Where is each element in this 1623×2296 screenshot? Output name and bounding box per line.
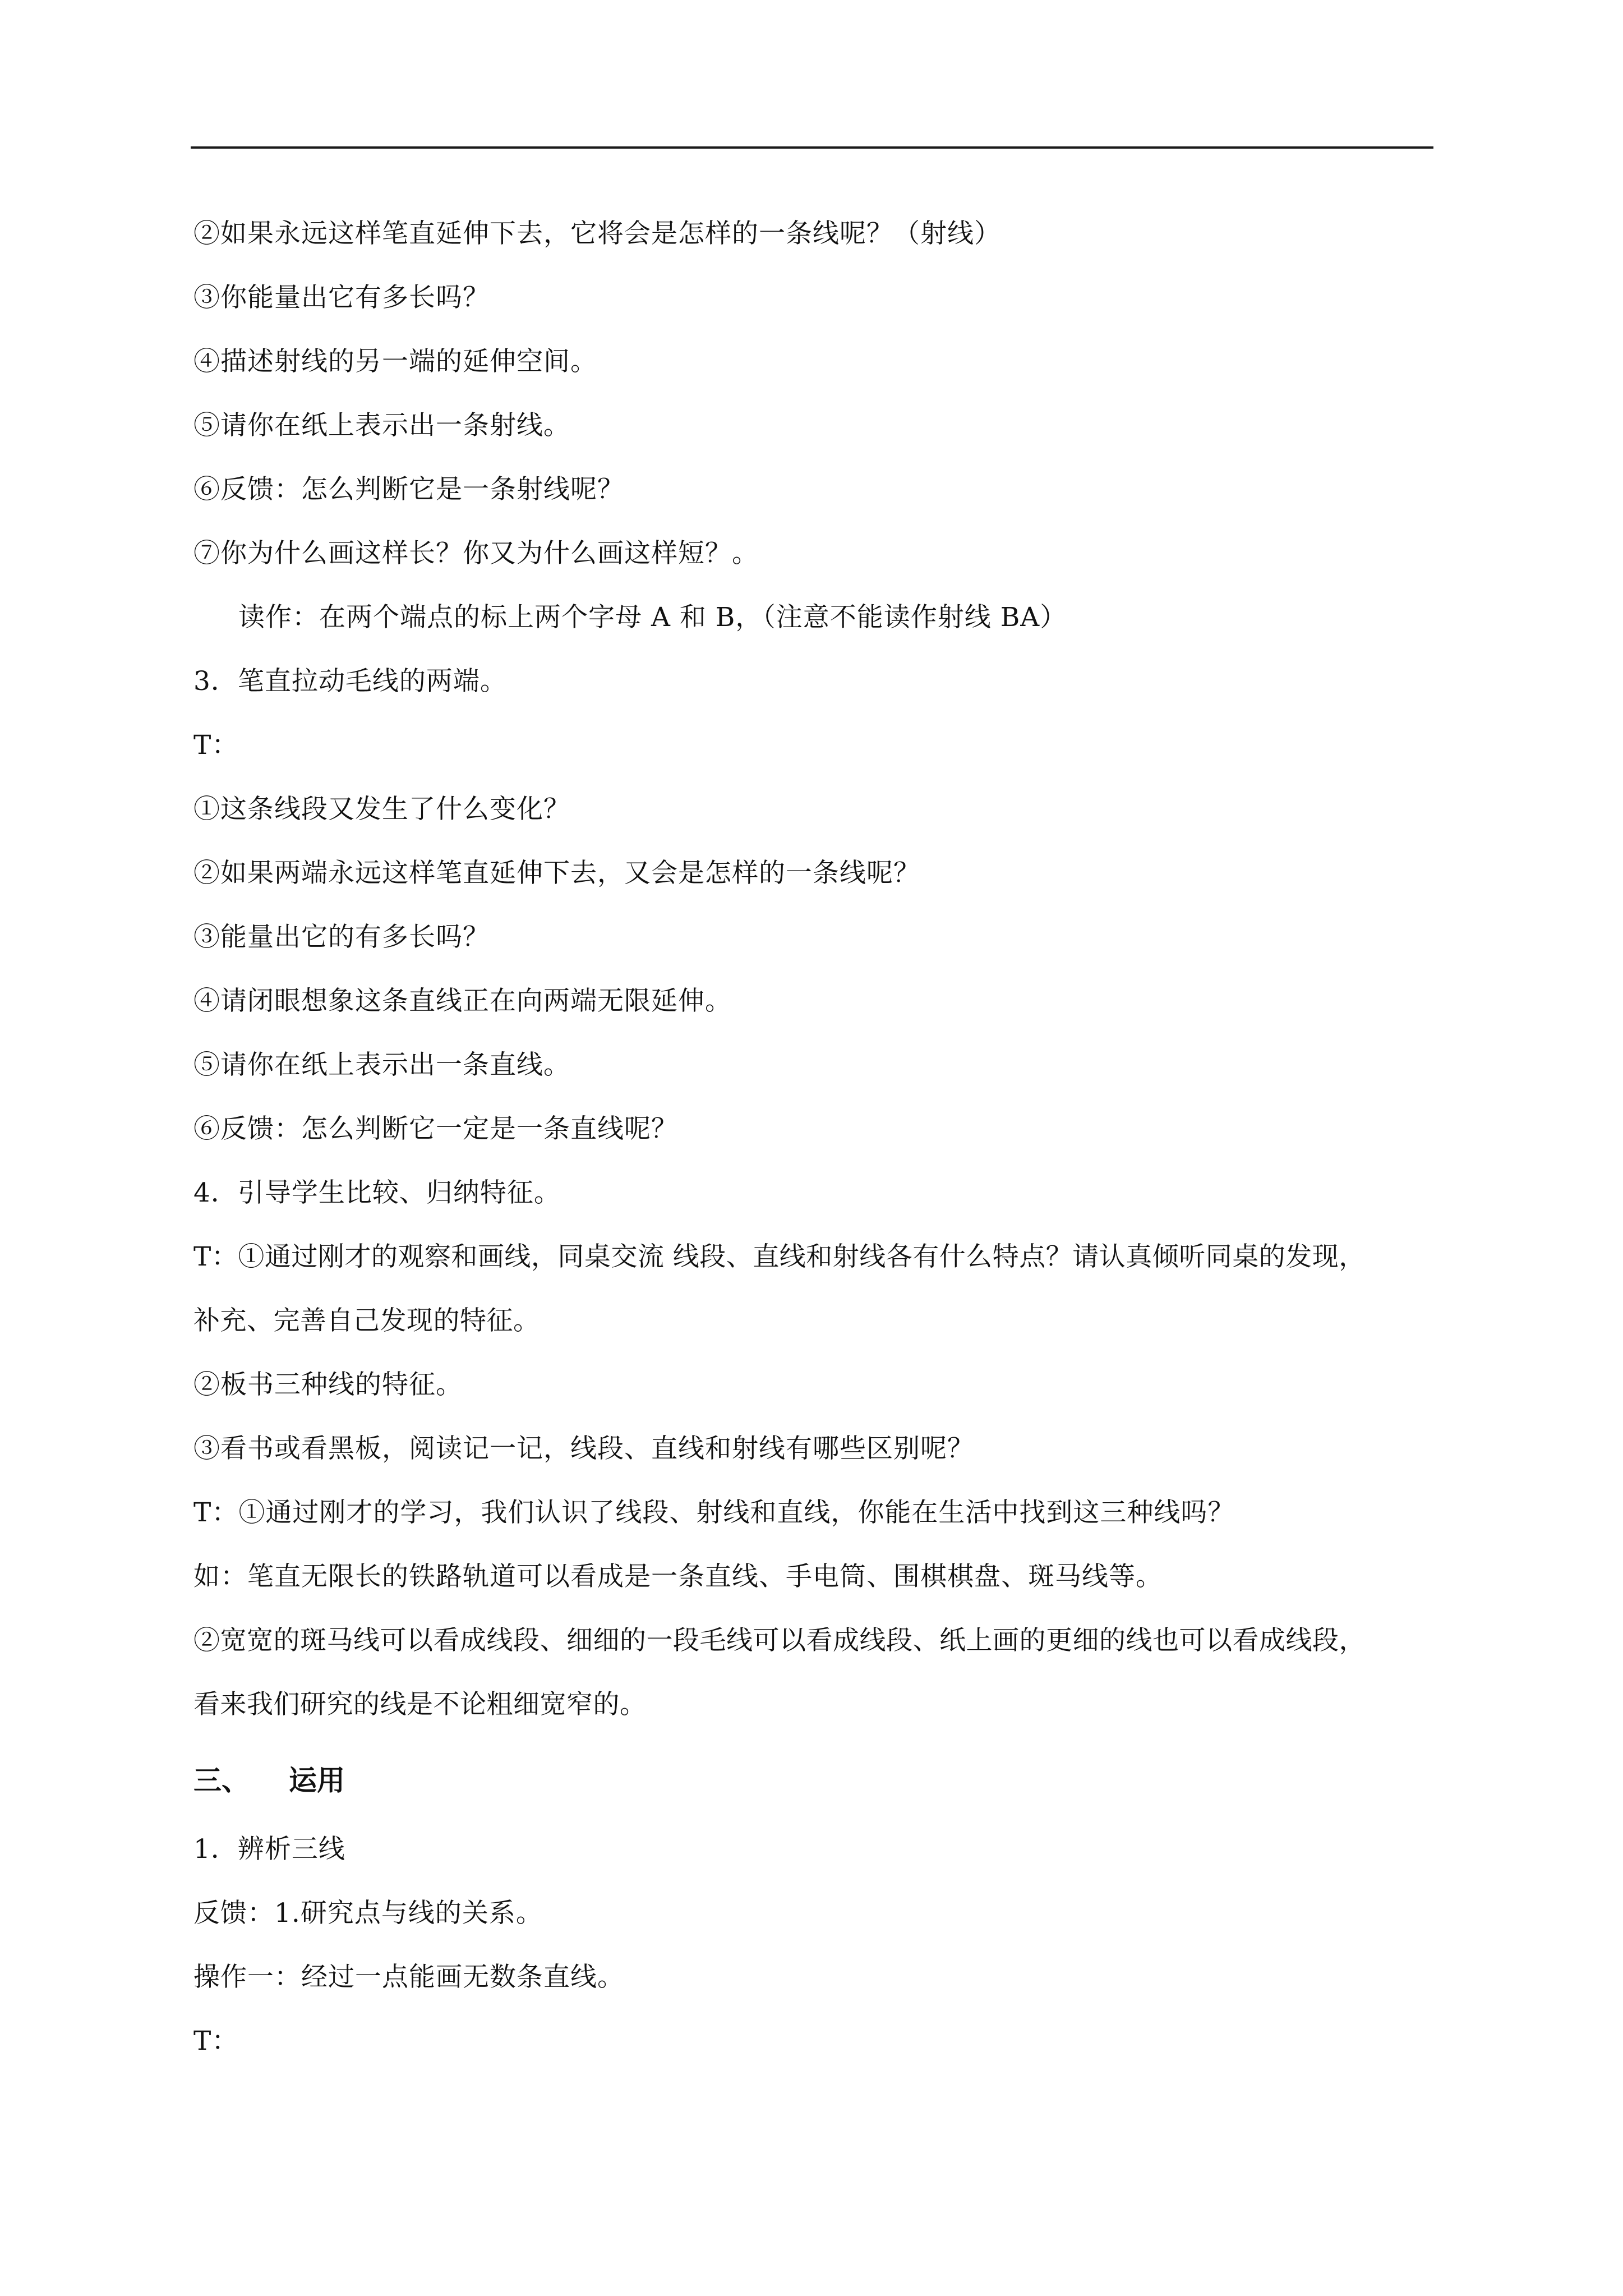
body-line: ②宽宽的斑马线可以看成线段、细细的一段毛线可以看成线段、纸上画的更细的线也可以看成线段， bbox=[193, 1625, 1366, 1656]
body-line: ②如果永远这样笔直延伸下去，它将会是怎样的一条线呢？（射线） bbox=[193, 218, 1001, 249]
body-line: 如：笔直无限长的铁路轨道可以看成是一条直线、手电筒、围棋棋盘、斑马线等。 bbox=[193, 1561, 1163, 1592]
body-line: T：①通过刚才的观察和画线，同桌交流 线段、直线和射线各有什么特点？请认真倾听同桌的发现， bbox=[193, 1241, 1366, 1272]
body-line: ⑥反馈：怎么判断它是一条射线呢？ bbox=[193, 474, 624, 505]
body-line: 补充、完善自己发现的特征。 bbox=[193, 1305, 540, 1336]
body-line: ⑤请你在纸上表示出一条射线。 bbox=[193, 410, 570, 441]
body-line: ③能量出它的有多长吗？ bbox=[193, 922, 490, 953]
teacher-label: T： bbox=[193, 730, 239, 761]
section-heading bbox=[193, 1745, 1436, 1816]
step-heading: 4．引导学生比较、归纳特征。 bbox=[193, 1177, 561, 1208]
header-rule bbox=[191, 146, 1433, 149]
body-line: 反馈：1.研究点与线的关系。 bbox=[193, 1898, 543, 1929]
body-line: ①这条线段又发生了什么变化？ bbox=[193, 794, 570, 825]
body-line: ③看书或看黑板，阅读记一记，线段、直线和射线有哪些区别呢？ bbox=[193, 1433, 974, 1464]
step-heading: 1．辨析三线 bbox=[193, 1834, 345, 1865]
body-line: 看来我们研究的线是不论粗细宽窄的。 bbox=[193, 1689, 647, 1720]
body-line: ④描述射线的另一端的延伸空间。 bbox=[193, 346, 597, 377]
body-line: ②板书三种线的特征。 bbox=[193, 1369, 463, 1400]
reading-note: 读作：在两个端点的标上两个字母 A 和 B，（注意不能读作射线 BA） bbox=[238, 602, 1067, 633]
body-line: ③你能量出它有多长吗？ bbox=[193, 282, 490, 313]
body-line: 操作一：经过一点能画无数条直线。 bbox=[193, 1962, 624, 1993]
step-heading: 3．笔直拉动毛线的两端。 bbox=[193, 666, 507, 697]
body-line: ⑦你为什么画这样长？你又为什么画这样短？。 bbox=[193, 538, 759, 569]
body-line: ⑤请你在纸上表示出一条直线。 bbox=[193, 1050, 570, 1080]
body-line: ②如果两端永远这样笔直延伸下去，又会是怎样的一条线呢？ bbox=[193, 858, 920, 889]
body-line: T：①通过刚才的学习，我们认识了线段、射线和直线，你能在生活中找到这三种线吗？ bbox=[193, 1497, 1235, 1528]
section-number: 三、 bbox=[193, 1764, 250, 1797]
body-line: ④请闭眼想象这条直线正在向两端无限延伸。 bbox=[193, 986, 732, 1016]
body-line: ⑥反馈：怎么判断它一定是一条直线呢？ bbox=[193, 1114, 678, 1144]
document-body bbox=[193, 202, 1436, 2073]
teacher-label: T： bbox=[193, 2026, 239, 2056]
section-title: 运用 bbox=[289, 1764, 345, 1797]
